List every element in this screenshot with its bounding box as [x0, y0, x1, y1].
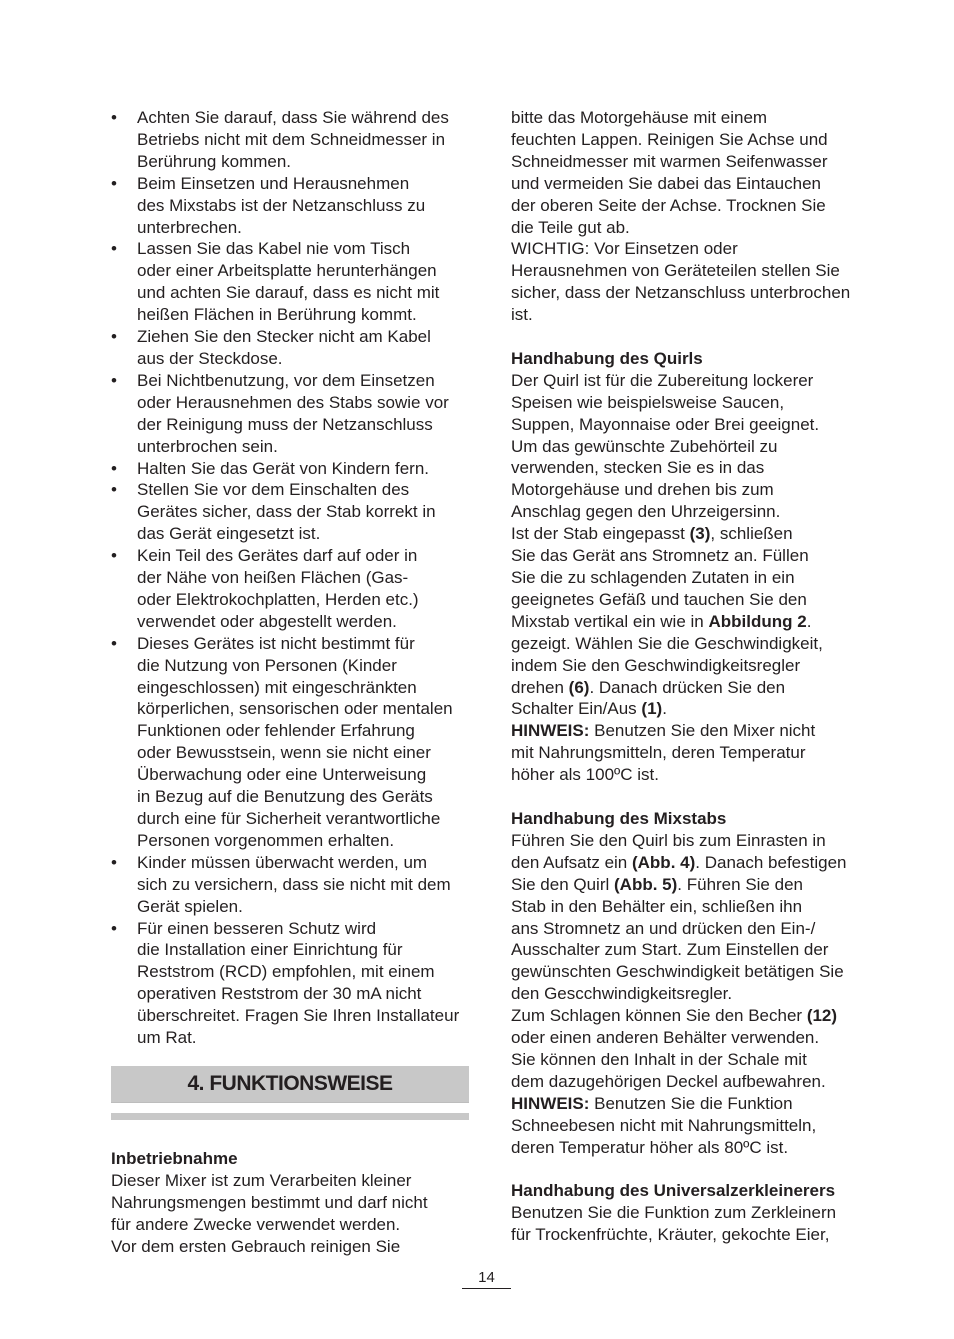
bullet-icon: •	[111, 327, 117, 347]
text-line: Schneebesen nicht mit Nahrungsmitteln,	[511, 1115, 817, 1135]
cleaning-paragraph	[511, 107, 863, 326]
bullet-text-line: das Gerät eingesetzt ist.	[137, 524, 321, 544]
text-line: Ist der Stab eingepasst (3), schließen	[511, 524, 793, 544]
bullet-text-line: Stellen Sie vor dem Einschalten des	[137, 480, 410, 500]
text-line: Sie die zu schlagenden Zutaten in ein	[511, 568, 795, 588]
left-column	[111, 107, 469, 1258]
bullet-text-line: oder Herausnehmen des Stabs sowie vor	[137, 392, 449, 412]
bullet-item	[111, 458, 469, 480]
bullet-icon: •	[111, 633, 117, 653]
bullet-text-line: Kein Teil des Gerätes darf auf oder in	[137, 546, 418, 566]
text-line: oder einen anderen Behälter verwenden.	[511, 1028, 820, 1048]
bullet-text-line: Gerätes sicher, dass der Stab korrekt in	[137, 502, 436, 522]
bullet-text-line: des Mixstabs ist der Netzanschluss zu	[137, 195, 426, 215]
mixstab-heading: Handhabung des Mixstabs	[511, 808, 727, 828]
bullet-text-line: die Installation einer Einrichtung für	[137, 940, 403, 960]
text-line: der oberen Seite der Achse. Trocknen Sie	[511, 195, 826, 215]
bullet-item	[111, 370, 469, 458]
bullet-text-line: Für einen besseren Schutz wird	[137, 918, 377, 938]
bullet-text-line: heißen Flächen in Berührung kommt.	[137, 305, 417, 325]
bullet-icon: •	[111, 370, 117, 390]
bullet-text-line: und achten Sie darauf, dass es nicht mit	[137, 283, 440, 303]
section-title: 4. FUNKTIONSWEISE	[187, 1072, 393, 1096]
text-line: Herausnehmen von Geräteteilen stellen Sie	[511, 261, 840, 281]
text-line: Schalter Ein/Aus (1).	[511, 699, 667, 719]
hinweis-label: HINWEIS:	[511, 1093, 590, 1113]
text-line: Schneidmesser mit warmen Seifenwasser	[511, 151, 828, 171]
text-line: Nahrungsmengen bestimmt und darf nicht	[111, 1192, 428, 1212]
text-line: für Trockenfrüchte, Kräuter, gekochte Eier,	[511, 1225, 830, 1245]
bullet-text-line: operativen Reststrom der 30 mA nicht	[137, 984, 422, 1004]
bullet-text-line: körperlichen, sensorischen oder mentalen	[137, 699, 453, 719]
text-line: Sie können den Inhalt in der Schale mit	[511, 1049, 807, 1069]
note-line: HINWEIS: Benutzen Sie den Mixer nicht	[511, 721, 816, 741]
bullet-icon: •	[111, 173, 117, 193]
text-line: sicher, dass der Netzanschluss unterbrochen	[511, 283, 851, 303]
reference-6: (6)	[568, 677, 590, 697]
bullet-text-line: verwendet oder abgestellt werden.	[137, 611, 397, 631]
bullet-item	[111, 107, 469, 173]
text-line: Mixstab vertikal ein wie in Abbildung 2.	[511, 611, 812, 631]
bullet-text-line: oder Elektrokochplatten, Herden etc.)	[137, 589, 419, 609]
bullet-text-line: die Nutzung von Personen (Kinder	[137, 655, 397, 675]
bullet-icon: •	[111, 918, 117, 938]
text-line: die Teile gut ab.	[511, 217, 630, 237]
section-divider-bar	[111, 1113, 469, 1120]
text-line: ist.	[511, 305, 533, 325]
text-line: bitte das Motorgehäuse mit einem	[511, 108, 768, 127]
bullet-text-line: um Rat.	[137, 1028, 197, 1048]
bullet-icon: •	[111, 239, 117, 259]
note-line: HINWEIS: Benutzen Sie die Funktion	[511, 1093, 793, 1113]
bullet-text-line: Halten Sie das Gerät von Kindern fern.	[137, 458, 429, 478]
text-line: geeignetes Gefäß und tauchen Sie den	[511, 589, 807, 609]
reference-abbildung-2: Abbildung 2	[708, 611, 807, 631]
bullet-item	[111, 173, 469, 239]
text-line: Motorgehäuse und drehen bis zum	[511, 480, 774, 500]
text-line: Führen Sie den Quirl bis zum Einrasten in	[511, 830, 826, 850]
text-line: indem Sie den Geschwindigkeitsregler	[511, 655, 801, 675]
bullet-item	[111, 479, 469, 545]
bullet-item	[111, 545, 469, 633]
bullet-item	[111, 238, 469, 326]
bullet-text-line: Beim Einsetzen und Herausnehmen	[137, 173, 410, 193]
bullet-text-line: sich zu versichern, dass sie nicht mit dem	[137, 874, 451, 894]
mixstab-section	[511, 808, 863, 1159]
reference-1: (1)	[641, 699, 663, 719]
universal-heading: Handhabung des Universalzerkleinerers	[511, 1181, 836, 1201]
text-line: mit Nahrungsmitteln, deren Temperatur	[511, 743, 806, 763]
universal-section	[511, 1180, 863, 1246]
text-line: den Gescchwindigkeitsregler.	[511, 984, 733, 1004]
bullet-text-line: Überwachung oder eine Unterweisung	[137, 765, 427, 785]
section-header	[111, 1066, 469, 1103]
bullet-text-line: eingeschlossen) mit eingeschränkten	[137, 677, 417, 697]
text-line: höher als 100ºC ist.	[511, 765, 659, 785]
bullet-text-line: oder Bewusstsein, wenn sie nicht einer	[137, 743, 431, 763]
quirl-section	[511, 348, 863, 786]
text-line: Stab in den Behälter ein, schließen ihn	[511, 896, 803, 916]
text-line: Ausschalter zum Start. Zum Einstellen der	[511, 940, 829, 960]
text-line: den Aufsatz ein (Abb. 4). Danach befestigen	[511, 852, 847, 872]
quirl-heading: Handhabung des Quirls	[511, 348, 703, 368]
text-line: WICHTIG: Vor Einsetzen oder	[511, 239, 738, 259]
bullet-item	[111, 852, 469, 918]
reference-12: (12)	[806, 1006, 838, 1026]
bullet-text-line: überschreitet. Fragen Sie Ihren Installateur	[137, 1006, 460, 1026]
bullet-text-line: Ziehen Sie den Stecker nicht am Kabel	[137, 327, 431, 347]
text-line: ans Stromnetz an und drücken den Ein-/	[511, 918, 816, 938]
safety-bullet-list	[111, 107, 469, 1049]
text-line: gezeigt. Wählen Sie die Geschwindigkeit,	[511, 633, 823, 653]
bullet-text-line: aus der Steckdose.	[137, 348, 283, 368]
page-number: 14	[462, 1269, 511, 1289]
text-line: dem dazugehörigen Deckel aufbewahren.	[511, 1071, 826, 1091]
bullet-text-line: Funktionen oder fehlender Erfahrung	[137, 721, 415, 741]
bullet-item	[111, 918, 469, 1049]
bullet-icon: •	[111, 458, 117, 478]
text-line: Dieser Mixer ist zum Verarbeiten kleiner	[111, 1170, 412, 1190]
text-line: Um das gewünschte Zubehörteil zu	[511, 436, 778, 456]
right-column	[511, 107, 863, 1246]
text-line: feuchten Lappen. Reinigen Sie Achse und	[511, 129, 828, 149]
bullet-text-line: unterbrechen.	[137, 217, 242, 237]
bullet-icon: •	[111, 480, 117, 500]
text-line: verwenden, stecken Sie es in das	[511, 458, 765, 478]
bullet-text-line: Bei Nichtbenutzung, vor dem Einsetzen	[137, 370, 435, 390]
text-line: gewünschten Geschwindigkeit betätigen Sie	[511, 962, 844, 982]
bullet-text-line: Personen vorgenommen erhalten.	[137, 830, 395, 850]
text-line: drehen (6). Danach drücken Sie den	[511, 677, 786, 697]
bullet-item	[111, 633, 469, 852]
text-line: Sie den Quirl (Abb. 5). Führen Sie den	[511, 874, 803, 894]
text-line: und vermeiden Sie dabei das Eintauchen	[511, 173, 821, 193]
universal-paragraph	[511, 1202, 863, 1246]
text-line: Speisen wie beispielsweise Saucen,	[511, 392, 785, 412]
bullet-text-line: Betriebs nicht mit dem Schneidmesser in	[137, 129, 446, 149]
text-line: Sie das Gerät ans Stromnetz an. Füllen	[511, 546, 809, 566]
bullet-text-line: der Nähe von heißen Flächen (Gas-	[137, 568, 409, 588]
text-line: Zum Schlagen können Sie den Becher (12)	[511, 1006, 838, 1026]
inbetriebnahme-paragraph	[111, 1170, 469, 1258]
bullet-text-line: Reststrom (RCD) empfohlen, mit einem	[137, 962, 435, 982]
bullet-text-line: Gerät spielen.	[137, 896, 243, 916]
bullet-text-line: Kinder müssen überwacht werden, um	[137, 852, 428, 872]
bullet-text-line: durch eine für Sicherheit verantwortliche	[137, 809, 441, 828]
reference-3: (3)	[689, 524, 711, 544]
text-line: Der Quirl ist für die Zubereitung lockerer	[511, 370, 814, 390]
bullet-icon: •	[111, 852, 117, 872]
text-line: Benutzen Sie die Funktion zum Zerkleinern	[511, 1203, 837, 1223]
bullet-item	[111, 326, 469, 370]
bullet-text-line: in Bezug auf die Benutzung des Geräts	[137, 787, 433, 807]
bullet-text-line: Berührung kommen.	[137, 151, 292, 171]
bullet-text-line: Achten Sie darauf, dass Sie während des	[137, 108, 449, 127]
bullet-text-line: oder einer Arbeitsplatte herunterhängen	[137, 261, 437, 281]
hinweis-label: HINWEIS:	[511, 721, 590, 741]
reference-abb-4: (Abb. 4)	[631, 852, 696, 872]
inbetriebnahme-heading: Inbetriebnahme	[111, 1148, 238, 1168]
bullet-icon: •	[111, 108, 117, 127]
bullet-text-line: Lassen Sie das Kabel nie vom Tisch	[137, 239, 411, 259]
text-line: Suppen, Mayonnaise oder Brei geeignet.	[511, 414, 820, 434]
bullet-text-line: unterbrochen sein.	[137, 436, 278, 456]
text-line: deren Temperatur höher als 80ºC ist.	[511, 1137, 789, 1157]
text-line: Vor dem ersten Gebrauch reinigen Sie	[111, 1236, 401, 1256]
text-line: Anschlag gegen den Uhrzeigersinn.	[511, 502, 781, 522]
reference-abb-5: (Abb. 5)	[614, 874, 678, 894]
text-line: für andere Zwecke verwendet werden.	[111, 1214, 401, 1234]
bullet-text-line: Dieses Gerätes ist nicht bestimmt für	[137, 633, 415, 653]
bullet-text-line: der Reinigung muss der Netzanschluss	[137, 414, 433, 434]
bullet-icon: •	[111, 546, 117, 566]
